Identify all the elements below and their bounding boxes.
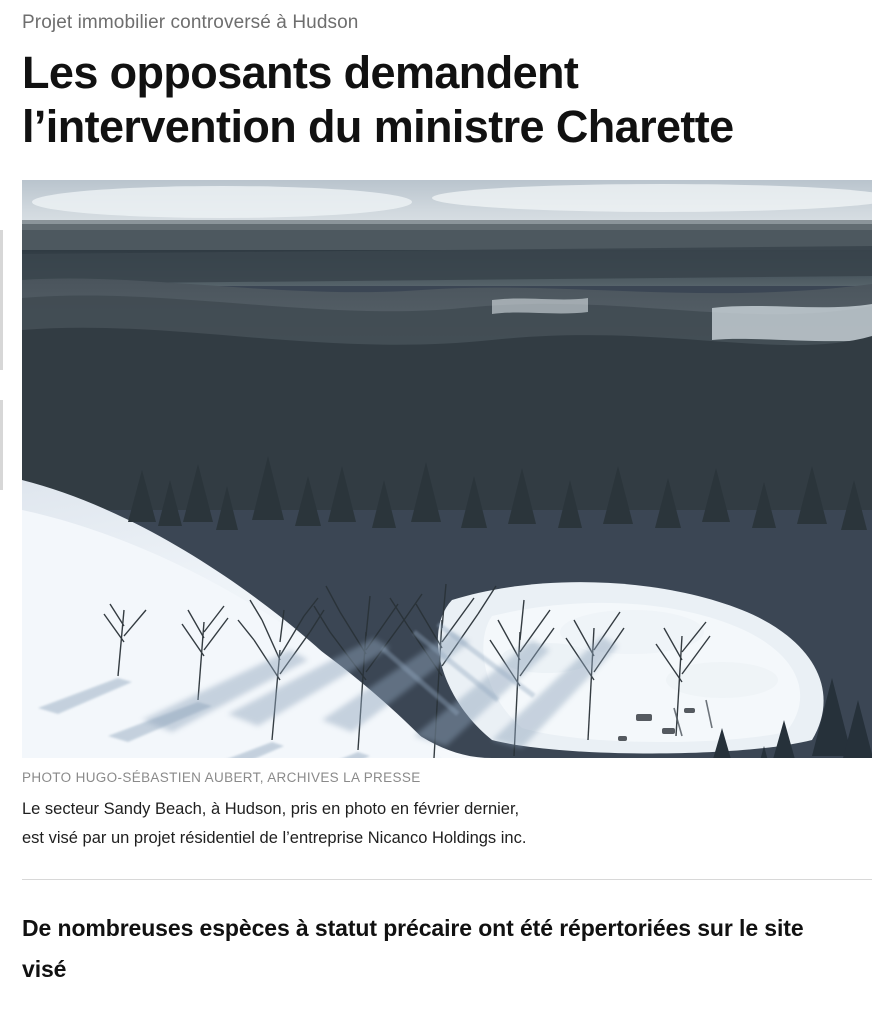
page-title: Les opposants demandent l’intervention du ministre Charette: [22, 47, 734, 152]
article-kicker: Projet immobilier controversé à Hudson: [22, 12, 359, 33]
article-figure: [22, 180, 872, 853]
photo-caption-line-1: Le secteur Sandy Beach, à Hudson, pris en photo en février dernier,: [22, 800, 520, 818]
article-subheading: De nombreuses espèces à statut précaire ont été répertoriées sur le site visé: [22, 915, 804, 982]
photo-credit: PHOTO HUGO-SÉBASTIEN AUBERT, ARCHIVES LA PRESSE: [22, 770, 421, 785]
photo-caption-line-2: est visé par un projet résidentiel de l’entreprise Nicanco Holdings inc.: [22, 829, 527, 847]
figure-caption: [22, 770, 872, 853]
left-edge-rail-top: [0, 230, 3, 370]
left-edge-rail-bottom: [0, 400, 3, 490]
aerial-winter-forest-photo: [22, 180, 872, 758]
section-divider: [22, 879, 872, 880]
